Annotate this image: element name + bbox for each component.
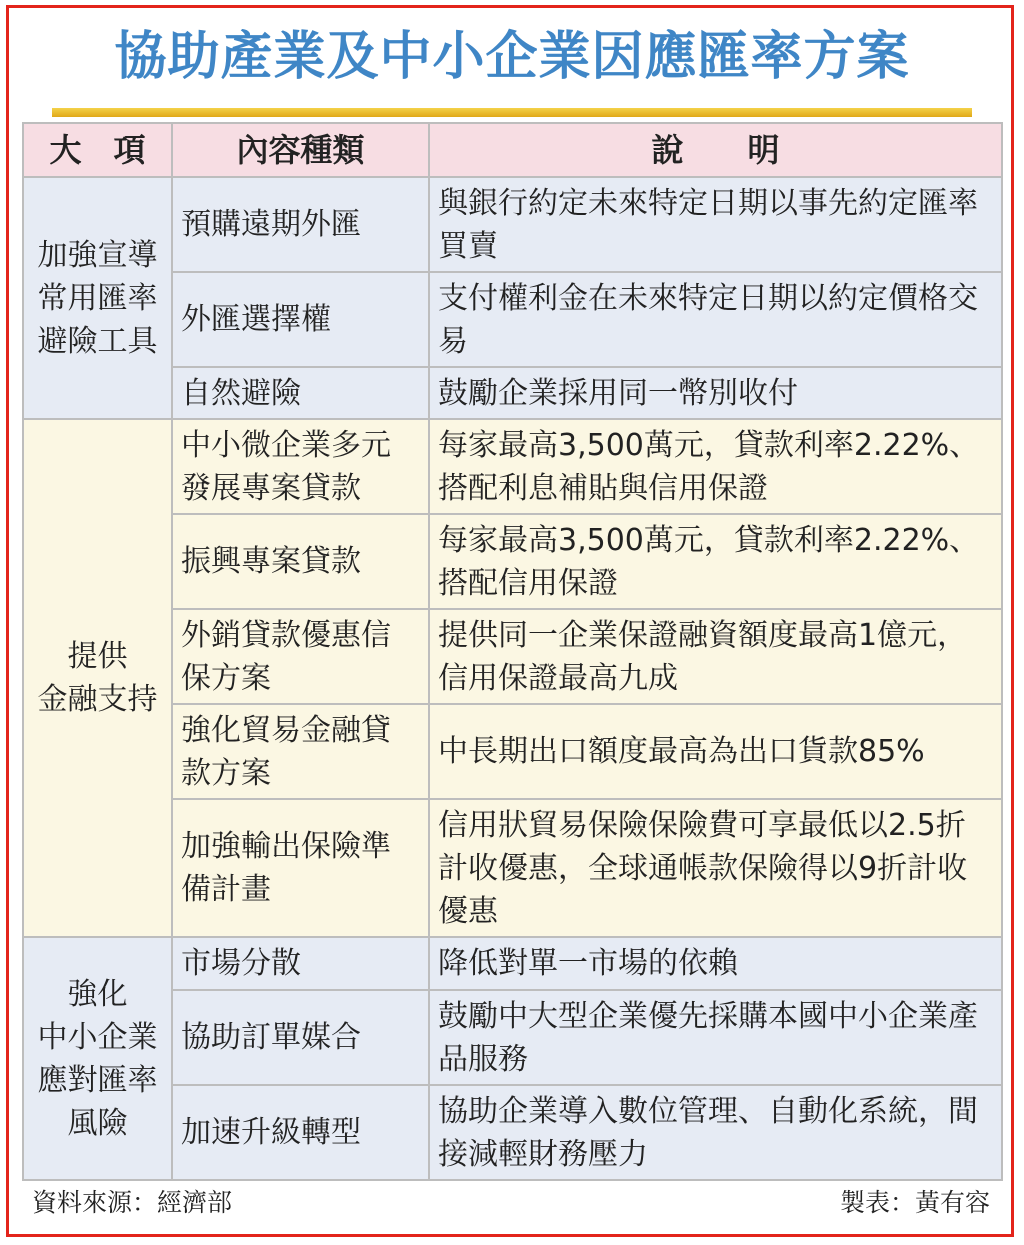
header-content-type: 內容種類 xyxy=(172,123,429,177)
table-row xyxy=(23,419,1002,514)
type-cell: 預購遠期外匯 xyxy=(172,177,429,272)
table-row xyxy=(23,177,1002,272)
desc-cell: 每家最高3,500萬元，貸款利率2.22%、搭配信用保證 xyxy=(429,514,1002,609)
type-cell: 市場分散 xyxy=(172,937,429,990)
source-note: 資料來源：經濟部 xyxy=(32,1188,233,1217)
type-cell: 振興專案貸款 xyxy=(172,514,429,609)
desc-cell: 鼓勵企業採用同一幣別收付 xyxy=(429,367,1002,419)
maker-credit: 製表：黃有容 xyxy=(839,1188,990,1217)
type-cell: 強化貿易金融貸款方案 xyxy=(172,704,429,799)
category-label: 加強宣導 常用匯率 避險工具 xyxy=(37,237,158,359)
title-underline xyxy=(52,108,972,117)
type-cell: 加強輸出保險準備計畫 xyxy=(172,799,429,937)
category-label: 強化 中小企業 應對匯率 風險 xyxy=(37,976,158,1141)
table-row xyxy=(23,937,1002,990)
desc-cell: 鼓勵中大型企業優先採購本國中小企業產品服務 xyxy=(429,990,1002,1085)
desc-cell: 信用狀貿易保險保險費可享最低以2.5折計收優惠，全球通帳款保險得以9折計收優惠 xyxy=(429,799,1002,937)
desc-cell: 中長期出口額度最高為出口貨款85% xyxy=(429,704,1002,799)
desc-cell: 每家最高3,500萬元，貸款利率2.22%、搭配利息補貼與信用保證 xyxy=(429,419,1002,514)
policy-table xyxy=(22,122,1003,1181)
desc-cell: 與銀行約定未來特定日期以事先約定匯率買賣 xyxy=(429,177,1002,272)
type-cell: 協助訂單媒合 xyxy=(172,990,429,1085)
category-cell xyxy=(23,177,172,419)
desc-cell: 降低對單一市場的依賴 xyxy=(429,937,1002,990)
type-cell: 外銷貸款優惠信保方案 xyxy=(172,609,429,704)
desc-cell: 支付權利金在未來特定日期以約定價格交易 xyxy=(429,272,1002,367)
desc-cell: 協助企業導入數位管理、自動化系統，間接減輕財務壓力 xyxy=(429,1085,1002,1180)
category-cell xyxy=(23,937,172,1180)
type-cell: 自然避險 xyxy=(172,367,429,419)
type-cell: 中小微企業多元發展專案貸款 xyxy=(172,419,429,514)
type-cell: 加速升級轉型 xyxy=(172,1085,429,1180)
category-label: 提供 金融支持 xyxy=(37,639,158,717)
header-description: 說 明 xyxy=(429,123,1002,177)
header-row xyxy=(23,123,1002,177)
infographic-title: 協助產業及中小企業因應匯率方案 xyxy=(114,27,910,87)
header-category: 大 項 xyxy=(23,123,172,177)
category-cell xyxy=(23,419,172,937)
desc-cell: 提供同一企業保證融資額度最高1億元，信用保證最高九成 xyxy=(429,609,1002,704)
type-cell: 外匯選擇權 xyxy=(172,272,429,367)
